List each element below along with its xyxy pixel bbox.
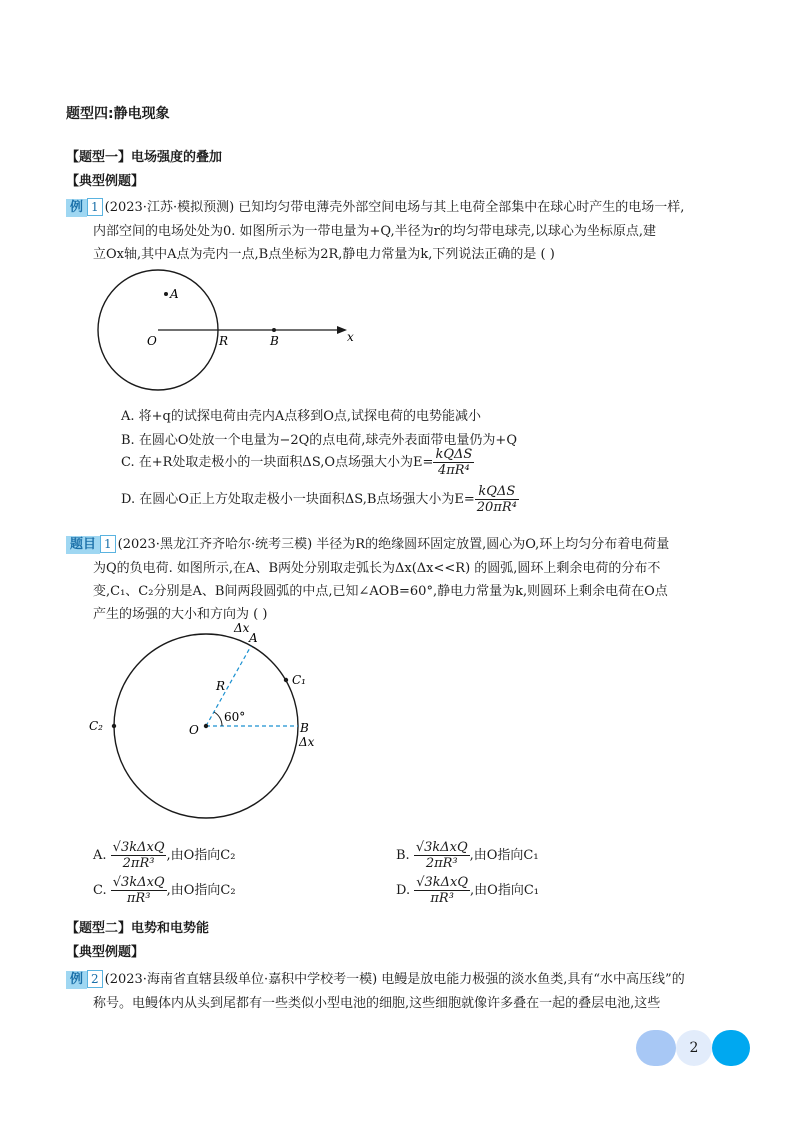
label-r: R	[219, 334, 229, 348]
point-a	[164, 292, 168, 296]
option-b-direction: ,由O指向C₁	[469, 848, 539, 863]
option-d-direction: ,由O指向C₁	[470, 883, 539, 898]
label-a: A	[249, 631, 258, 645]
problem1-text2: 为Q的负电荷. 如图所示,在A、B两处分别取走弧长为Δx(Δx<<R) 的圆弧,圆环上剩余电荷的分布不	[93, 561, 661, 576]
example-number: 2	[87, 970, 103, 988]
label-c2: C₂	[89, 719, 103, 733]
option-label: B.	[396, 848, 410, 863]
example2-text1: (2023·海南省直辖县级单位·嘉积中学校考一模) 电鳗是放电能力极强的淡水鱼类,具有“水中高压线”的	[104, 972, 685, 987]
topic1-heading: 【题型一】电场强度的叠加	[66, 150, 223, 165]
option-d-text: D. 在圆心O正上方处取走极小一块面积ΔS,B点场强大小为E=	[121, 492, 475, 507]
fraction-denominator: 2πR³	[425, 856, 458, 871]
example1-option-b: B. 在圆心O处放一个电量为−2Q的点电荷,球壳外表面带电量仍为+Q	[121, 433, 517, 448]
label-angle: 60°	[224, 710, 246, 724]
problem-number: 1	[100, 535, 116, 553]
fraction-numerator: √3kΔxQ	[112, 875, 165, 890]
option-label: C.	[93, 883, 107, 898]
option-c-fraction	[433, 447, 474, 478]
option-d-fraction	[475, 484, 519, 515]
page-number: 2	[676, 1030, 712, 1066]
fraction-denominator: πR³	[126, 891, 151, 906]
label-o: O	[147, 334, 157, 348]
option-a-fraction	[111, 840, 167, 871]
x-axis-arrow	[337, 326, 347, 334]
label-dx-b: Δx	[299, 735, 315, 749]
page-deco-circle	[636, 1030, 676, 1066]
label-x: x	[347, 330, 354, 344]
option-label: D.	[396, 883, 411, 898]
fraction-numerator: √3kΔxQ	[112, 840, 165, 855]
problem1-option-b	[396, 840, 539, 871]
problem-badge: 题目	[66, 536, 100, 554]
center-o	[204, 724, 208, 728]
label-o: O	[189, 723, 199, 737]
problem1-option-a	[93, 840, 235, 871]
label-a: A	[170, 287, 179, 301]
problem1-option-d	[396, 875, 539, 906]
example-number: 1	[87, 198, 103, 216]
example-badge: 例	[66, 199, 87, 217]
topic2-heading: 【题型二】电势和电势能	[66, 921, 210, 936]
problem1-line1	[66, 533, 669, 554]
fraction-denominator: 4πR⁴	[437, 463, 470, 478]
option-a-direction: ,由O指向C₂	[166, 848, 236, 863]
point-c1	[284, 678, 288, 682]
example2-text2: 称号。电鳗体内从头到尾都有一些类似小型电池的细胞,这些细胞就像许多叠在一起的叠层电池,这些	[93, 996, 661, 1011]
topic1-sub: 【典型例题】	[66, 174, 145, 189]
fraction-numerator: kQΔS	[475, 484, 519, 500]
example2-line1	[66, 968, 685, 989]
example1-option-d	[121, 484, 519, 515]
fraction-numerator: kQΔS	[435, 447, 473, 462]
label-b: B	[270, 334, 279, 348]
label-dx-a: Δx	[234, 621, 250, 635]
fraction-numerator: √3kΔxQ	[415, 840, 468, 855]
fraction-denominator: 20πR⁴	[476, 500, 517, 515]
example1-line1	[66, 196, 684, 217]
option-c-fraction	[111, 875, 167, 906]
example1-text1: (2023·江苏·模拟预测) 已知均匀带电薄壳外部空间电场与其上电荷全部集中在球心时产生的电场一样,	[104, 200, 685, 215]
topic2-sub: 【典型例题】	[66, 945, 145, 960]
fraction-numerator: √3kΔxQ	[416, 875, 469, 890]
example1-text2: 内部空间的电场处处为0. 如图所示为一带电量为+Q,半径为r的均匀带电球壳,以球心为坐标原点,建	[93, 224, 657, 239]
fraction-denominator: πR³	[430, 891, 454, 906]
ring-figure	[85, 618, 335, 843]
problem1-text4: 产生的场强的大小和方向为 ( )	[93, 607, 268, 622]
fraction-denominator: 2πR³	[122, 856, 155, 871]
point-b	[272, 328, 276, 332]
option-c-direction: ,由O指向C₂	[166, 883, 236, 898]
problem1-option-c	[93, 875, 236, 906]
section-title: 题型四:静电现象	[66, 106, 170, 122]
example1-option-c	[121, 447, 474, 478]
label-r: R	[216, 679, 226, 693]
option-c-text: C. 在+R处取走极小的一块面积ΔS,O点场强大小为E=	[121, 455, 434, 470]
option-label: A.	[93, 848, 107, 863]
example-badge: 例	[66, 971, 87, 989]
example1-option-a: A. 将+q的试探电荷由壳内A点移到O点,试探电荷的电势能减小	[121, 409, 482, 424]
option-b-fraction	[414, 840, 470, 871]
example1-text3: 立Ox轴,其中A点为壳内一点,B点坐标为2R,静电力常量为k,下列说法正确的是 ( )	[93, 247, 555, 262]
option-d-fraction	[414, 875, 470, 906]
angle-arc	[214, 712, 222, 726]
page-deco-circle-accent	[712, 1030, 750, 1066]
problem1-text1: (2023·黑龙江齐齐哈尔·统考三模) 半径为R的绝缘圆环固定放置,圆心为O,环上均匀分布着电荷量	[117, 537, 670, 552]
sphere-shell-figure	[95, 262, 365, 392]
point-c2	[112, 724, 116, 728]
label-b: B	[300, 721, 309, 735]
label-c1: C₁	[292, 673, 306, 687]
problem1-text3: 变,C₁、C₂分别是A、B间两段圆弧的中点,已知∠AOB=60°,静电力常量为k,则圆环上剩余电荷在O点	[93, 584, 668, 599]
